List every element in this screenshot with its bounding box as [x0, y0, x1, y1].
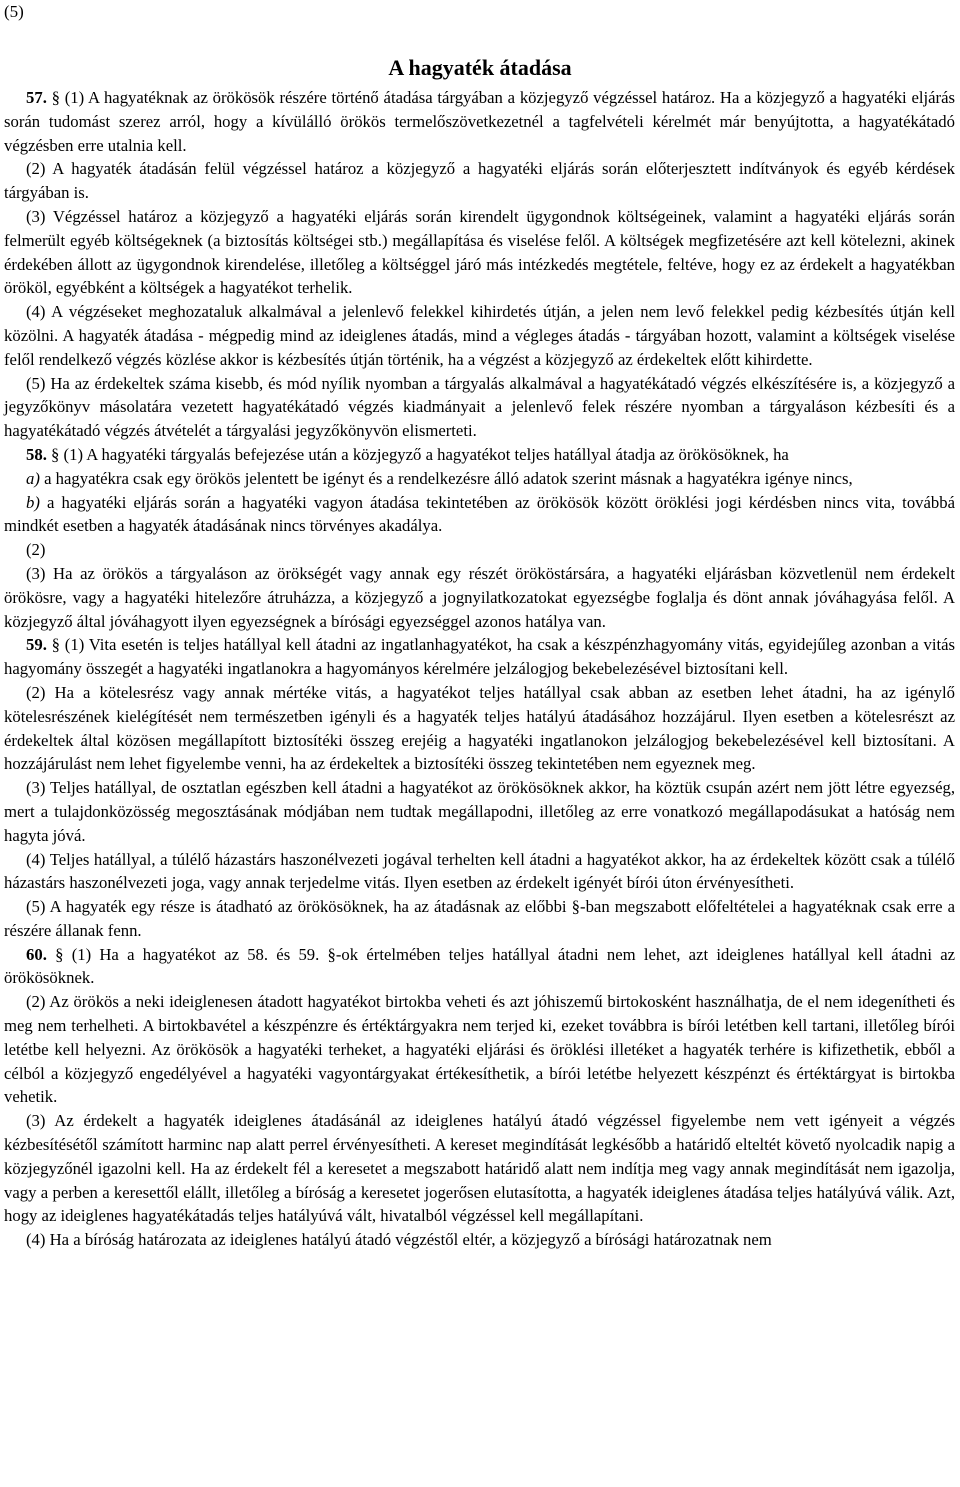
paragraph: [4, 1228, 955, 1252]
paragraph: [4, 86, 955, 157]
paragraph-text: § (1) A hagyatéknak az örökösök részére történő átadása tárgyában a közjegyző végzéssel határoz. Ha a közjegyző a hagyatéki eljárás során tudomást szerez arról, hogy a kívülálló örökös termelőszövetkezetnél a tagfelvételi kérelmét már benyújtotta, a hagyatékátadó végzésben erre utalnia kell.: [4, 88, 956, 155]
paragraph: [4, 443, 955, 467]
paragraph: [4, 776, 955, 847]
paragraph-text: (5) Ha az érdekeltek száma kisebb, és mód nyílik nyomban a tárgyalás alkalmával a hagyatékátadó végzés elkészítésére is, a közjegyző a jegyzőkönyv másolatára vezetett hagyatékátadó végzés kiadmányait a jelenlevő felek részére nyomban a tárgyaláson kézbesíti és a hagyatékátadó végzés átvételét a tárgyalási jegyzőkönyvön elismerteti.: [4, 373, 955, 441]
paragraph-text: (5) A hagyaték egy része is átadható az örökösöknek, ha az átadásnak az előbbi §-ban megszabott előfeltételei a hagyatéknak csak erre a részére állanak fenn.: [4, 897, 955, 940]
paragraph-text: (3) Az érdekelt a hagyaték ideiglenes átadásánál az ideiglenes hatályú átadó végzéssel figyelembe nem vett igényeit a végzés kézbesítésétől számított harminc nap alatt perrel érvényesítheti. A kereset megindítását legkésőbb a határidő elteltét követő nyolcadik napig a közjegyzőnél igazolni kell. Ha az érdekelt fél a keresetet a megszabott határidő alatt nem indítja meg vagy annak megindítását nem igazolja, vagy a perben a keresettől elállt, illetőleg a bíróság a keresetet jogerősen elutasította, a hagyaték ideiglenes átadása teljes hatályúvá válik. Azt, hogy az ideiglenes hagyatékátadás teljes hatályúvá vált, hivatalból végzéssel kell megállapítani.: [4, 1111, 955, 1226]
paragraph: [4, 300, 955, 371]
paragraph: [4, 895, 955, 943]
section-number: 57.: [26, 88, 47, 107]
paragraph: [4, 157, 955, 205]
paragraph: [4, 1109, 955, 1228]
paragraph-text: (3) Végzéssel határoz a közjegyző a hagyatéki eljárás során kirendelt ügygondnok költségeinek, valamint a hagyatéki eljárás során felmerült egyéb költségeknek (a biztosítás költségei stb.) megállapítása és viselése felől. A költségek megfizetésére azt kell kötelezni, akinek érdekében állott az ügygondnok kirendelése, illetőleg a költséggel járó más intézkedés megtétele, feltéve, hogy ez az érdekelt a hagyatékban örököl, egyébként a költségek a hagyatékot terhelik.: [4, 206, 955, 298]
paragraph-text: (2) A hagyaték átadásán felül végzéssel határoz a közjegyző a hagyatéki eljárás során előterjesztett indítványok és egyéb kérdések tárgyában is.: [4, 159, 955, 203]
paragraph: [4, 681, 955, 776]
paragraph: [4, 467, 955, 491]
paragraph-text: (3) Teljes hatállyal, de osztatlan egészben kell átadni a hagyatékot az örökösöknek akkor, ha köztük csupán azért nem jött létre egyezség, mert a tulajdonközösség megosztásának módjában nem tudtak megállapodni, illetőleg az erre vonatkozó megállapodásukat a hatóság nem hagyta jóvá.: [4, 778, 955, 845]
item-label: a): [26, 468, 40, 488]
paragraph: [4, 205, 955, 300]
paragraph: [4, 491, 955, 539]
paragraph-text: (4) Ha a bíróság határozata az ideiglenes hatályú átadó végzéstől eltér, a közjegyző a bírósági határozatnak nem: [26, 1230, 772, 1250]
document-body: [4, 86, 955, 1252]
paragraph-text: (4) A végzéseket meghozataluk alkalmával a jelenlevő felekkel kihirdetés útján, a jelen nem levő felekkel pedig kézbesítés útján kell közölni. A hagyaték átadása - mégpedig mind az ideiglenes átadás, mind a végleges átadás - tárgyában hozott, valamint a költségek viselése felől rendelkező végzés közlése akkor is kézbesítés útján történik, ha a végzést a közjegyző az érdekeltek előtt kihirdette.: [4, 302, 955, 369]
section-number: 59.: [26, 635, 47, 655]
paragraph-text: a hagyatékra csak egy örökös jelentett be igényt és a rendelkezésre álló adatok szerint másnak a hagyatékra igénye nincs,: [44, 468, 853, 488]
paragraph-text: a hagyatéki eljárás során a hagyatéki vagyon átadása tekintetében az örökösök között öröklési jogi kérdésben nincs vita, továbbá mindkét esetben a hagyaték átadásának nincs törvényes akadálya.: [4, 492, 956, 536]
paragraph: [4, 372, 955, 443]
paragraph-text: § (1) Vita esetén is teljes hatállyal kell átadni az ingatlanhagyatékot, ha csak a készpénzhagyomány vitás, egyidejűleg azonban a vitás hagyomány összegét a hagyatéki ingatlanokra a hagyományos kérelmére jelzálogjog bekebelezésével biztosítani kell.: [4, 635, 956, 679]
section-number: 58.: [26, 444, 47, 464]
paragraph: [4, 633, 955, 681]
paragraph-text: § (1) A hagyatéki tárgyalás befejezése után a közjegyző a hagyatékot teljes hatállyal átadja az örökösöknek, ha: [51, 444, 789, 464]
paragraph: [4, 943, 955, 991]
paragraph-text: (2): [26, 540, 46, 560]
paragraph-text: (4) Teljes hatállyal, a túlélő házastárs haszonélvezeti jogával terhelten kell átadni a hagyatékot akkor, ha az érdekeltek között csak a túlélő házastárs haszonélvezeti joga, vagy annak terjedelme vitás. Ilyen esetben az érdekelt igényét bírói úton érvényesítheti.: [4, 849, 955, 893]
page-title: A hagyaték átadása: [388, 55, 572, 80]
paragraph-text: (3) Ha az örökös a tárgyaláson az örökségét vagy annak egy részét örököstársára, a hagyatéki eljárásban közvetlenül nem érdekelt örökösre, vagy a hagyatéki hitelezőre átruházza, a közjegyző a jognyilatkozatokat egyezségbe foglalja és dönt annak jóváhagyása felől. A közjegyző által jóváhagyott ilyen egyezségnek a bírósági egyezséggel azonos hatálya van.: [4, 563, 955, 631]
paragraph: [4, 562, 955, 633]
item-label: b): [26, 492, 40, 512]
paragraph: [4, 848, 955, 896]
paragraph-text: § (1) Ha a hagyatékot az 58. és 59. §-ok értelmében teljes hatállyal átadni nem lehet, azt ideiglenes hatállyal kell átadni az örökösöknek.: [4, 944, 956, 988]
paragraph: [4, 538, 955, 562]
page-number: (5): [4, 2, 24, 21]
paragraph-text: (2) Ha a kötelesrész vagy annak mértéke vitás, a hagyatékot teljes hatállyal csak abban az esetben lehet átadni, ha az igénylő kötelesrészének kielégítését nem természetben igényli és a hagyaték teljes hatályú átadásához hozzájárul. Ilyen esetben a kötelesrészt az érdekeltek által közösen megállapított biztosítéki összeg erejéig a hagyatéki ingatlanokon jelzálogjog bekebelezésével kell biztosítani. A hozzájárulást nem lehet figyelembe venni, ha az érdekeltek a biztosítéki összeg tekintetében nem egyeznek meg.: [4, 682, 955, 774]
section-number: 60.: [26, 944, 47, 964]
paragraph: [4, 990, 955, 1109]
paragraph-text: (2) Az örökös a neki ideiglenesen átadott hagyatékot birtokba veheti és azt jóhiszemű birtokosként használhatja, de el nem idegenítheti és meg nem terhelheti. A birtokbavétel a készpénzre és értéktárgyakra nem terjed ki, ezeket továbbra is bírói letétben kell tartani, illetőleg bírói letétbe kell helyezni. Az örökösök a hagyatéki terheket, a hagyatéki eljárási és öröklési illetéket a hagyaték terhére is kifizethetik, ebből a célból a közjegyző engedélyével a hagyatéki vagyontárgyakat értékesíthetik, a bírói letétbe helyezett készpénzt és értéktárgyat is birtokba vehetik.: [4, 992, 955, 1107]
